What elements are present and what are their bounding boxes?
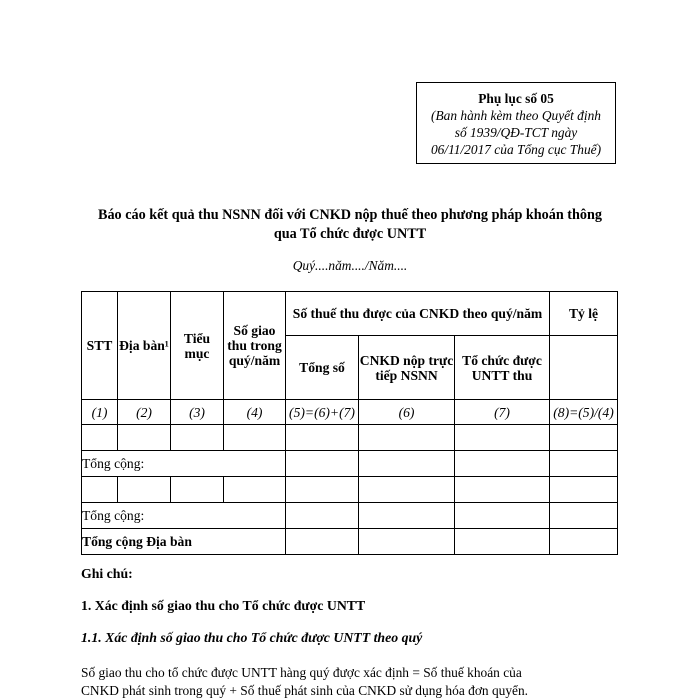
notes-paragraph-line-2: CNKD phát sinh trong quý + Số thuế phát sinh của CNKD sử dụng hóa đơn quyển.: [81, 683, 529, 698]
table-row: [82, 425, 618, 451]
header-tong-so: Tổng số: [286, 336, 359, 400]
appendix-title: Phụ lục số 05: [478, 91, 554, 106]
notes-paragraph-line-1: Số giao thu cho tổ chức được UNTT hàng quý được xác định = Số thuế khoán của: [81, 665, 522, 680]
report-title-line-2: qua Tổ chức được UNTT: [273, 226, 427, 242]
appendix-line-2: số 1939/QĐ-TCT ngày: [454, 125, 578, 140]
grand-total-row: [82, 529, 618, 555]
notes-section-1-1: 1.1. Xác định số giao thu cho Tổ chức được UNTT theo quý: [81, 630, 423, 645]
total-row: [82, 451, 618, 477]
header-dia-ban: Địa bàn¹: [118, 292, 171, 400]
appendix-box: [416, 82, 616, 164]
code-6: (6): [359, 400, 455, 425]
code-8: (8)=(5)/(4): [550, 400, 618, 425]
header-cnkd: CNKD nộp trực tiếp NSNN: [359, 336, 455, 400]
table-row: [82, 477, 618, 503]
code-2: (2): [118, 400, 171, 425]
header-stt: STT: [82, 292, 118, 400]
notes-heading: Ghi chú:: [81, 566, 133, 581]
header-tieu-muc: Tiểu mục: [171, 292, 224, 400]
code-row: [82, 400, 618, 425]
code-4: (4): [224, 400, 286, 425]
grand-total-label: Tổng cộng Địa bàn: [82, 529, 286, 555]
notes-paragraph: [81, 664, 641, 700]
code-7: (7): [455, 400, 550, 425]
header-row-1: [82, 292, 618, 336]
header-group: Số thuế thu được của CNKD theo quý/năm: [286, 292, 550, 336]
report-table: [81, 291, 618, 555]
total-label-2: Tổng cộng:: [82, 503, 286, 529]
header-to-chuc: Tổ chức được UNTT thu: [455, 336, 550, 400]
header-ty-le: Tỷ lệ: [550, 292, 618, 336]
code-5: (5)=(6)+(7): [286, 400, 359, 425]
report-title: [60, 206, 640, 244]
header-blank: [550, 336, 618, 400]
header-so-giao: Số giao thu trong quý/năm: [224, 292, 286, 400]
code-1: (1): [82, 400, 118, 425]
code-3: (3): [171, 400, 224, 425]
appendix-line-3: 06/11/2017 của Tổng cục Thuế): [430, 142, 602, 157]
report-period: Quý....năm..../Năm....: [292, 258, 408, 273]
total-label: Tổng cộng:: [82, 451, 286, 477]
total-row-2: [82, 503, 618, 529]
report-title-line-1: Báo cáo kết quả thu NSNN đối với CNKD nộp thuế theo phương pháp khoán thông: [98, 207, 602, 223]
appendix-line-1: (Ban hành kèm theo Quyết định: [431, 108, 601, 123]
notes-section-1: 1. Xác định số giao thu cho Tổ chức được UNTT: [81, 598, 366, 613]
